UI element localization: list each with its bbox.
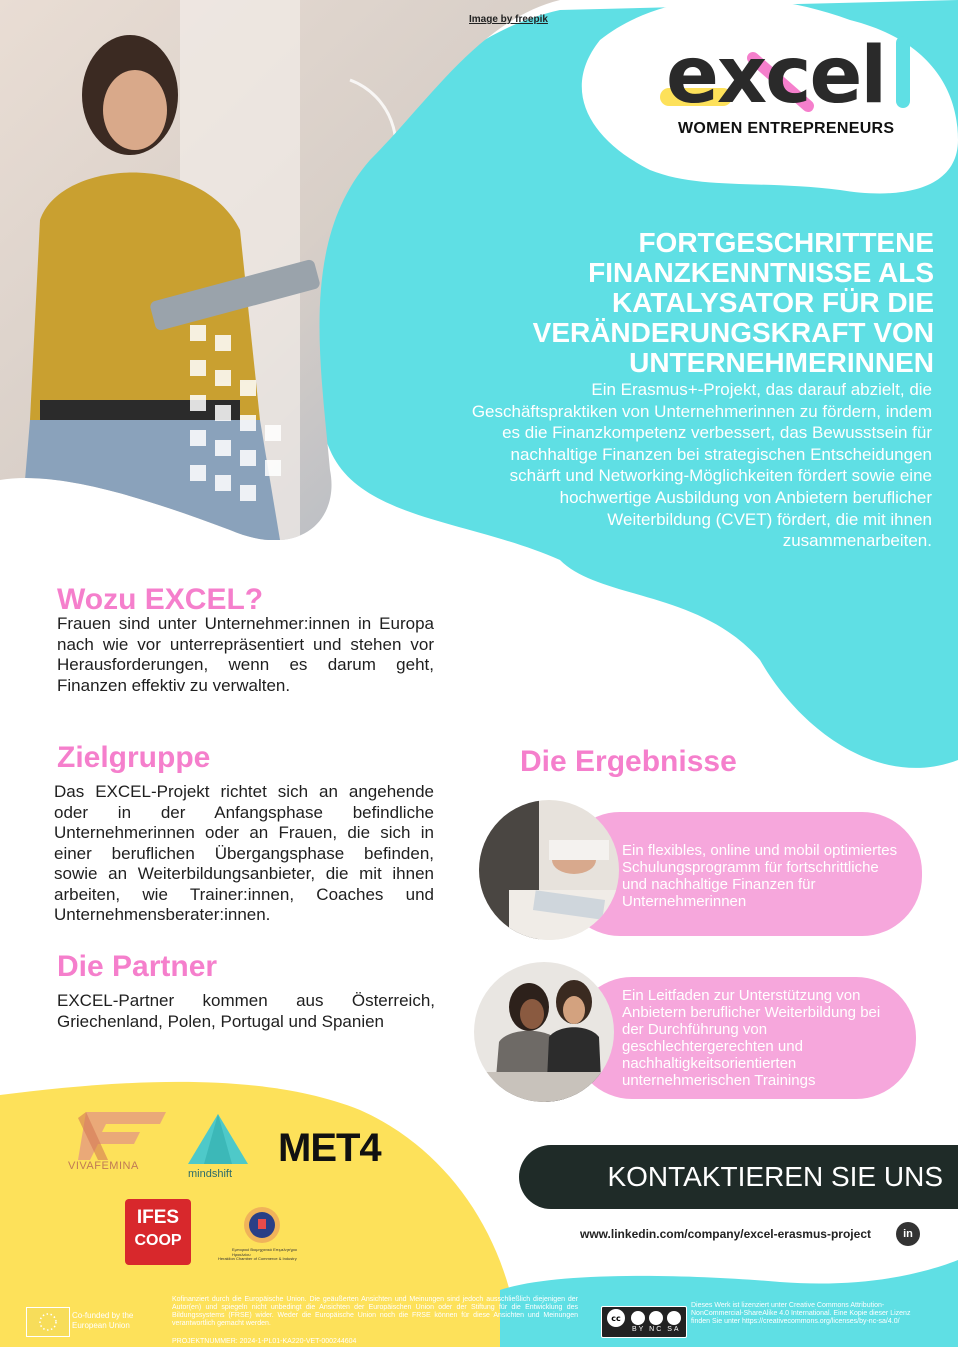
eu-stars-icon: [27, 1308, 69, 1336]
ifes-coop-logo: [125, 1199, 191, 1265]
result-card-2: [572, 977, 916, 1099]
project-number: PROJEKTNUMMER: 2024-1-PL01-KA220-VET-000244604: [172, 1338, 357, 1345]
heraklion-chamber-logo: [214, 1203, 314, 1269]
contact-button[interactable]: KONTAKTIEREN SIE UNS: [519, 1145, 958, 1209]
chamber-emblem-icon: [214, 1203, 314, 1245]
cc-icons: [602, 1307, 686, 1327]
title-line: KATALYSATOR FÜR DIE: [611, 287, 934, 318]
meta-logo: [278, 1126, 381, 1170]
logo-word: excel: [666, 31, 886, 121]
results-title: Die Ergebnisse: [520, 745, 737, 778]
mindshift-logo: [186, 1112, 256, 1182]
linkedin-icon[interactable]: in: [896, 1222, 920, 1246]
result-text-2: Ein Leitfaden zur Unterstützung von Anbietern beruflicher Weiterbildung bei der Durchführung von geschlechtergerechten und nachhaltigkeitsorientierten unternehmerischen Trainings: [622, 987, 881, 1089]
result-text-1: Ein flexibles, online und mobil optimiertes Schulungsprogramm für fortschrittliche und nachhaltige Finanzen für Unternehmerinnen: [622, 842, 898, 910]
eu-flag-icon: [26, 1307, 70, 1337]
license-text: Dieses Werk ist lizenziert unter Creative Commons Attribution-NonCommercial-ShareAlike 4.0 International. Eine Kopie dieser Lizenz finden Sie unter https://creativecommons.org/licenses/by-nc-sa/4.0/: [691, 1302, 911, 1325]
excel-logo: [658, 31, 923, 146]
chamber-name-en: Heraklion Chamber of Commerce & Industry: [218, 1256, 297, 1261]
svg-text:cc: cc: [611, 1314, 621, 1323]
title-line: UNTERNEHMERINNEN: [629, 347, 934, 378]
meta-name: MET4: [278, 1126, 381, 1170]
mindshift-name: mindshift: [188, 1168, 233, 1180]
target-title: Zielgruppe: [57, 741, 211, 774]
title-line: FORTGESCHRITTENE: [638, 227, 934, 258]
mindshift-triangle-icon: [186, 1112, 250, 1166]
laptop-photo-icon: [479, 800, 619, 940]
result-image-2: [474, 962, 614, 1102]
vivafemina-mark-icon: [68, 1110, 168, 1160]
disclaimer-text: Kofinanziert durch die Europäische Union. Die geäußerten Ansichten und Meinungen sind jedoch ausschließlich diejenigen der Autor(en) und spiegeln nicht unbedingt die Ansichten der Europäischen Union oder der Stiftung für die Entwicklung des Bildungssystems (FRSE) wider. Weder die Europäische Union noch die FRSE können für diese Ansichten und Meinungen verantwortlich gemacht werden.: [172, 1296, 578, 1327]
linkedin-link[interactable]: www.linkedin.com/company/excel-erasmus-project: [580, 1227, 871, 1241]
intro-text: Ein Erasmus+-Projekt, das darauf abzielt, die Geschäftspraktiken von Unternehmerinnen zu fördern, indem es die Finanzkompetenz verbessert, das Bewusstsein für nachhaltige Finanzen bei strategischen Entscheidungen schärft und Networking-Möglichkeiten fördert sowie eine hochwertige Ausbildung von Anbietern beruflicher Weiterbildung (CVET) fördert, die mit ihnen zusammenarbeiten.: [471, 380, 932, 551]
partners-title: Die Partner: [57, 950, 218, 983]
women-meeting-photo-icon: [474, 962, 614, 1102]
page-title: [414, 228, 934, 378]
cc-badge-text: BY NC SA: [632, 1326, 681, 1333]
title-line: FINANZKENNTNISSE ALS: [588, 257, 934, 288]
title-line: VERÄNDERUNGSKRAFT VON: [532, 317, 934, 348]
chamber-name: Εμπορικό Βιομηχανικό Επιμελητήριο Ηρακλείου: [232, 1247, 297, 1257]
why-text: Frauen sind unter Unternehmer:innen in Europa nach wie vor unterrepräsentiert und stehen vor Herausforderungen, wenn es darum geht, Finanzen effektiv zu verwalten.: [57, 614, 434, 695]
why-title: Wozu EXCEL?: [57, 583, 264, 616]
cc-license-badge[interactable]: [601, 1306, 687, 1338]
ifes-name: IFES: [136, 1207, 180, 1228]
target-text: Das EXCEL-Projekt richtet sich an angehende oder in der Anfangsphase befindliche Unternehmerinnen oder an Frauen, die sich in einer beruflichen Übergangsphase befinden, sowie an Weiterbildungsanbieter, die mit ihnen arbeiten, wie Trainer:innen, Coaches und Unternehmensberater:innen.: [54, 782, 434, 924]
logo-subtitle: WOMEN ENTREPRENEURS: [678, 120, 895, 137]
photo-credit[interactable]: Image by freepik: [469, 14, 548, 25]
vivafemina-name: VIVAFEMINA: [68, 1160, 139, 1172]
partners-text: EXCEL-Partner kommen aus Österreich, Griechenland, Polen, Portugal und Spanien: [57, 991, 435, 1031]
result-image-1: [479, 800, 619, 940]
vivafemina-logo: [68, 1110, 168, 1176]
coop-name: COOP: [134, 1232, 182, 1249]
eu-funding-label: Co-funded by the European Union: [72, 1311, 134, 1330]
